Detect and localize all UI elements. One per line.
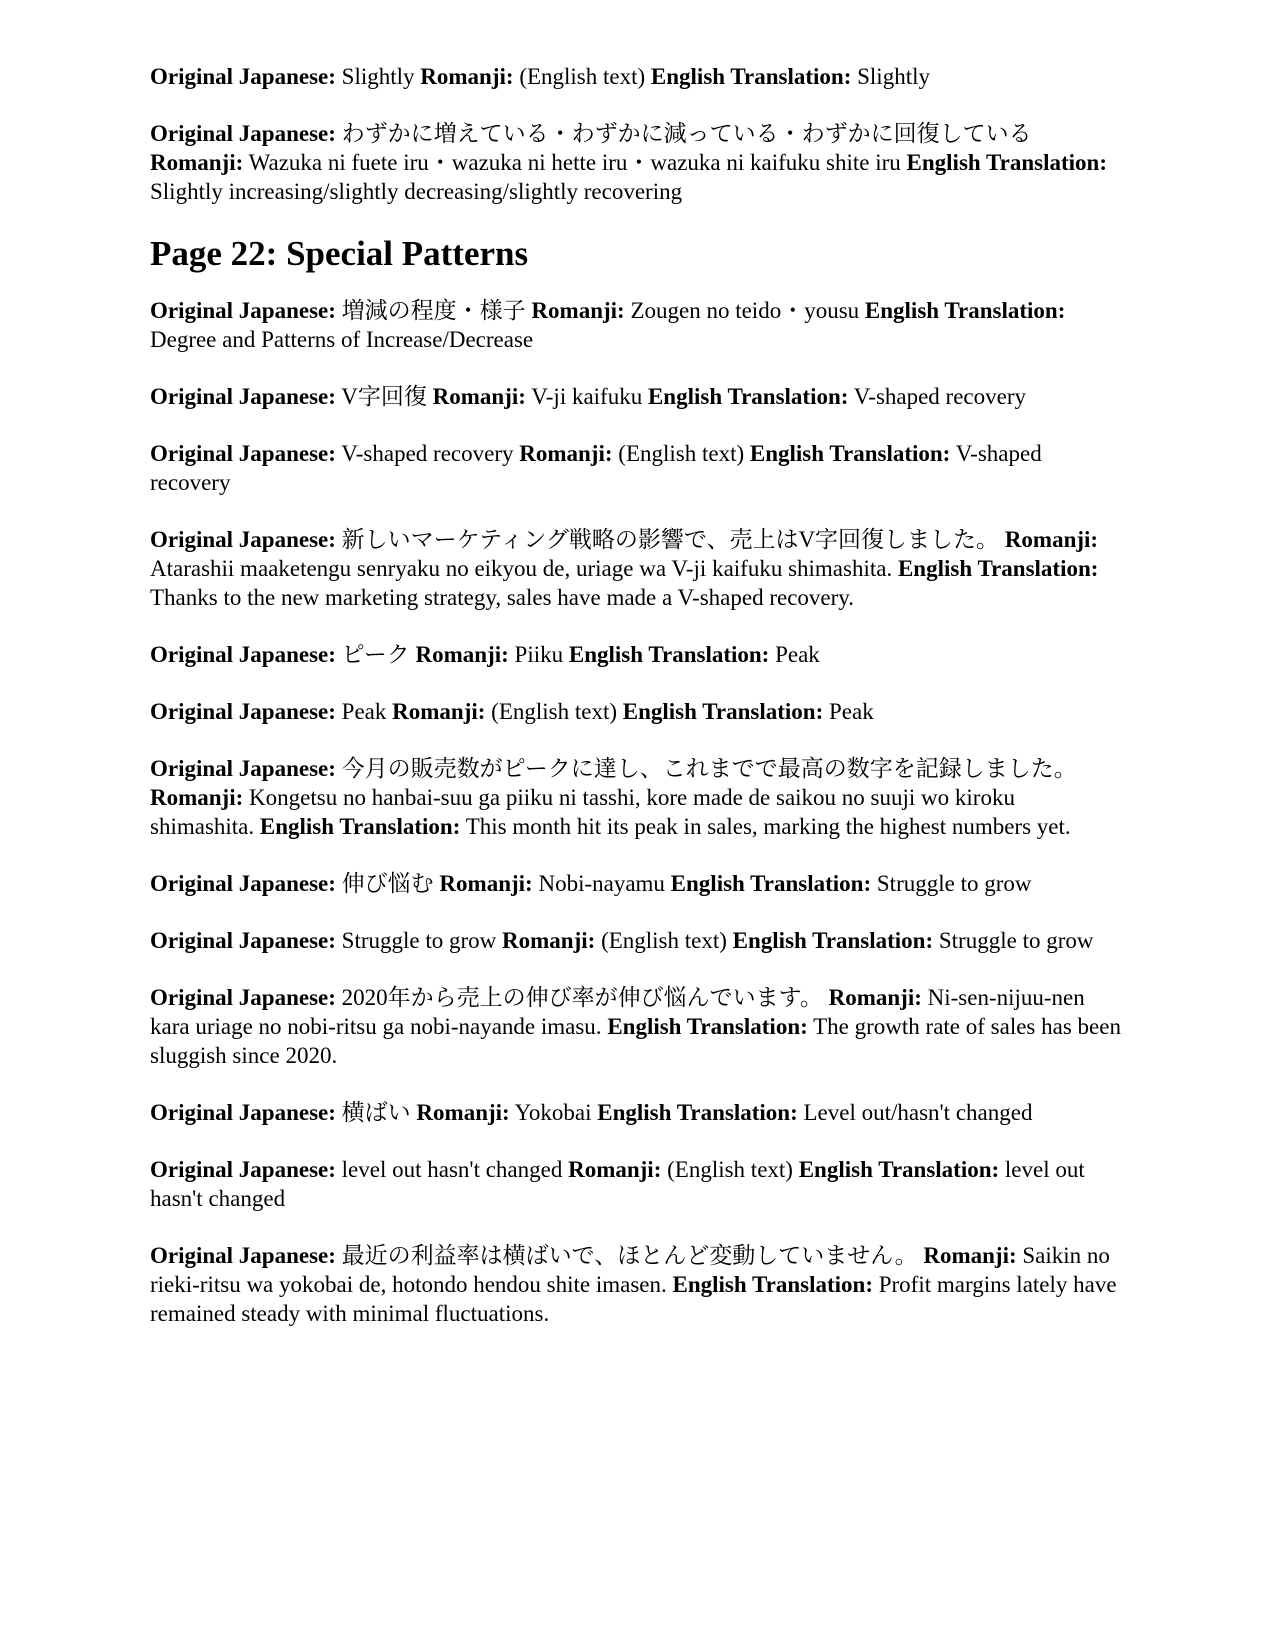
english-text: Slightly increasing/slightly decreasing/slightly recovering — [150, 179, 683, 204]
english-label: English Translation: — [647, 384, 849, 409]
english-label: English Translation: — [622, 699, 824, 724]
romanji-text: V-ji kaifuku — [531, 384, 643, 409]
entry — [150, 754, 1122, 841]
entry — [150, 926, 1122, 955]
romanji-text: (English text) — [491, 699, 618, 724]
romanji-text: Nobi-nayamu — [538, 871, 665, 896]
english-text: Struggle to grow — [876, 871, 1032, 896]
original-label: Original Japanese: — [150, 871, 336, 896]
english-text: Struggle to grow — [938, 928, 1094, 953]
english-text: This month hit its peak in sales, marking the highest numbers yet. — [465, 814, 1071, 839]
romanji-label: Romanji: — [416, 1100, 510, 1125]
entry — [150, 869, 1122, 898]
english-label: English Translation: — [650, 64, 852, 89]
romanji-label: Romanji: — [923, 1243, 1017, 1268]
original-label: Original Japanese: — [150, 642, 336, 667]
original-label: Original Japanese: — [150, 441, 336, 466]
romanji-text: (English text) — [618, 441, 745, 466]
romanji-label: Romanji: — [828, 985, 922, 1010]
entry — [150, 697, 1122, 726]
original-label: Original Japanese: — [150, 1157, 336, 1182]
english-label: English Translation: — [906, 150, 1107, 175]
romanji-text: Yokobai — [514, 1100, 592, 1125]
english-label: English Translation: — [732, 928, 934, 953]
original-label: Original Japanese: — [150, 1100, 336, 1125]
original-text: 横ばい — [341, 1100, 411, 1125]
english-label: English Translation: — [672, 1272, 873, 1297]
entry — [150, 1155, 1122, 1213]
original-text: わずかに増えている・わずかに減っている・わずかに回復している — [341, 121, 1032, 146]
romanji-text: (English text) — [519, 64, 646, 89]
romanji-label: Romanji: — [150, 785, 244, 810]
romanji-text: (English text) — [667, 1157, 793, 1182]
romanji-label: Romanji: — [439, 871, 533, 896]
entry — [150, 640, 1122, 669]
original-text: Slightly — [341, 64, 415, 89]
romanji-label: Romanji: — [519, 441, 613, 466]
english-label: English Translation: — [259, 814, 461, 839]
english-text: Thanks to the new marketing strategy, sales have made a V-shaped recovery. — [150, 585, 855, 610]
english-label: English Translation: — [798, 1157, 1000, 1182]
original-text: Struggle to grow — [341, 928, 497, 953]
english-text: Profit margins lately have remained steady with minimal fluctuations. — [150, 1272, 1117, 1326]
english-label: English Translation: — [607, 1014, 808, 1039]
entry — [150, 62, 1122, 91]
original-text: 今月の販売数がピークに達し、これまでで最高の数字を記録しました。 — [341, 756, 1077, 781]
original-text: V-shaped recovery — [341, 441, 514, 466]
romanji-label: Romanji: — [531, 298, 625, 323]
romanji-label: Romanji: — [420, 64, 514, 89]
english-text: Degree and Patterns of Increase/Decrease — [150, 327, 534, 352]
entry — [150, 983, 1122, 1070]
original-text: 増減の程度・様子 — [341, 298, 526, 323]
romanji-label: Romanji: — [502, 928, 596, 953]
document-page — [150, 62, 1122, 1356]
english-text: V-shaped recovery — [150, 441, 1042, 495]
original-label: Original Japanese: — [150, 699, 336, 724]
original-label: Original Japanese: — [150, 384, 336, 409]
romanji-text: Piiku — [514, 642, 564, 667]
romanji-text: Zougen no teido・yousu — [630, 298, 860, 323]
romanji-label: Romanji: — [415, 642, 509, 667]
original-label: Original Japanese: — [150, 64, 336, 89]
english-text: V-shaped recovery — [853, 384, 1027, 409]
original-label: Original Japanese: — [150, 121, 336, 146]
romanji-text: (English text) — [601, 928, 727, 953]
english-text: Level out/hasn't changed — [803, 1100, 1033, 1125]
english-text: Peak — [828, 699, 874, 724]
romanji-text: Wazuka ni fuete iru・wazuka ni hette iru・wazuka ni kaifuku shite iru — [248, 150, 901, 175]
english-label: English Translation: — [670, 871, 872, 896]
romanji-label: Romanji: — [568, 1157, 662, 1182]
english-text: The growth rate of sales has been sluggish since 2020. — [150, 1014, 1121, 1068]
entry — [150, 119, 1122, 206]
english-label: English Translation: — [749, 441, 951, 466]
romanji-text: Saikin no rieki-ritsu wa yokobai de, hotondo hendou shite imasen. — [150, 1243, 1110, 1297]
original-text: 伸び悩む — [341, 871, 434, 896]
original-label: Original Japanese: — [150, 985, 336, 1010]
entry — [150, 525, 1122, 612]
entry — [150, 382, 1122, 411]
entry — [150, 1241, 1122, 1328]
romanji-text: Ni-sen-nijuu-nen kara uriage no nobi-ritsu ga nobi-nayande imasu. — [150, 985, 1085, 1039]
entry — [150, 1098, 1122, 1127]
english-label: English Translation: — [568, 642, 770, 667]
romanji-label: Romanji: — [432, 384, 526, 409]
english-label: English Translation: — [597, 1100, 798, 1125]
original-text: V字回復 — [341, 384, 427, 409]
entry — [150, 296, 1122, 354]
english-text: level out hasn't changed — [150, 1157, 1085, 1211]
romanji-label: Romanji: — [1004, 527, 1099, 552]
original-label: Original Japanese: — [150, 928, 336, 953]
english-text: Peak — [775, 642, 820, 667]
original-label: Original Japanese: — [150, 1243, 336, 1268]
original-label: Original Japanese: — [150, 298, 336, 323]
romanji-text: Atarashii maaketengu senryaku no eikyou de, uriage wa V-ji kaifuku shimashita. — [150, 556, 893, 581]
english-text: Slightly — [857, 64, 930, 89]
original-text: level out hasn't changed — [341, 1157, 563, 1182]
original-label: Original Japanese: — [150, 527, 336, 552]
original-text: Peak — [341, 699, 387, 724]
romanji-label: Romanji: — [150, 150, 244, 175]
original-text: 2020年から売上の伸び率が伸び悩んでいます。 — [341, 985, 823, 1010]
original-text: ピーク — [341, 642, 410, 667]
original-label: Original Japanese: — [150, 756, 336, 781]
original-text: 新しいマーケティング戦略の影響で、売上はV字回復しました。 — [341, 527, 1000, 552]
english-label: English Translation: — [864, 298, 1066, 323]
romanji-label: Romanji: — [392, 699, 486, 724]
original-text: 最近の利益率は横ばいで、ほとんど変動していません。 — [341, 1243, 918, 1268]
english-label: English Translation: — [897, 556, 1099, 581]
entry — [150, 439, 1122, 497]
romanji-text: Kongetsu no hanbai-suu ga piiku ni tasshi, kore made de saikou no suuji wo kiroku shimashita. — [150, 785, 1015, 839]
section-heading: Page 22: Special Patterns — [150, 234, 529, 273]
